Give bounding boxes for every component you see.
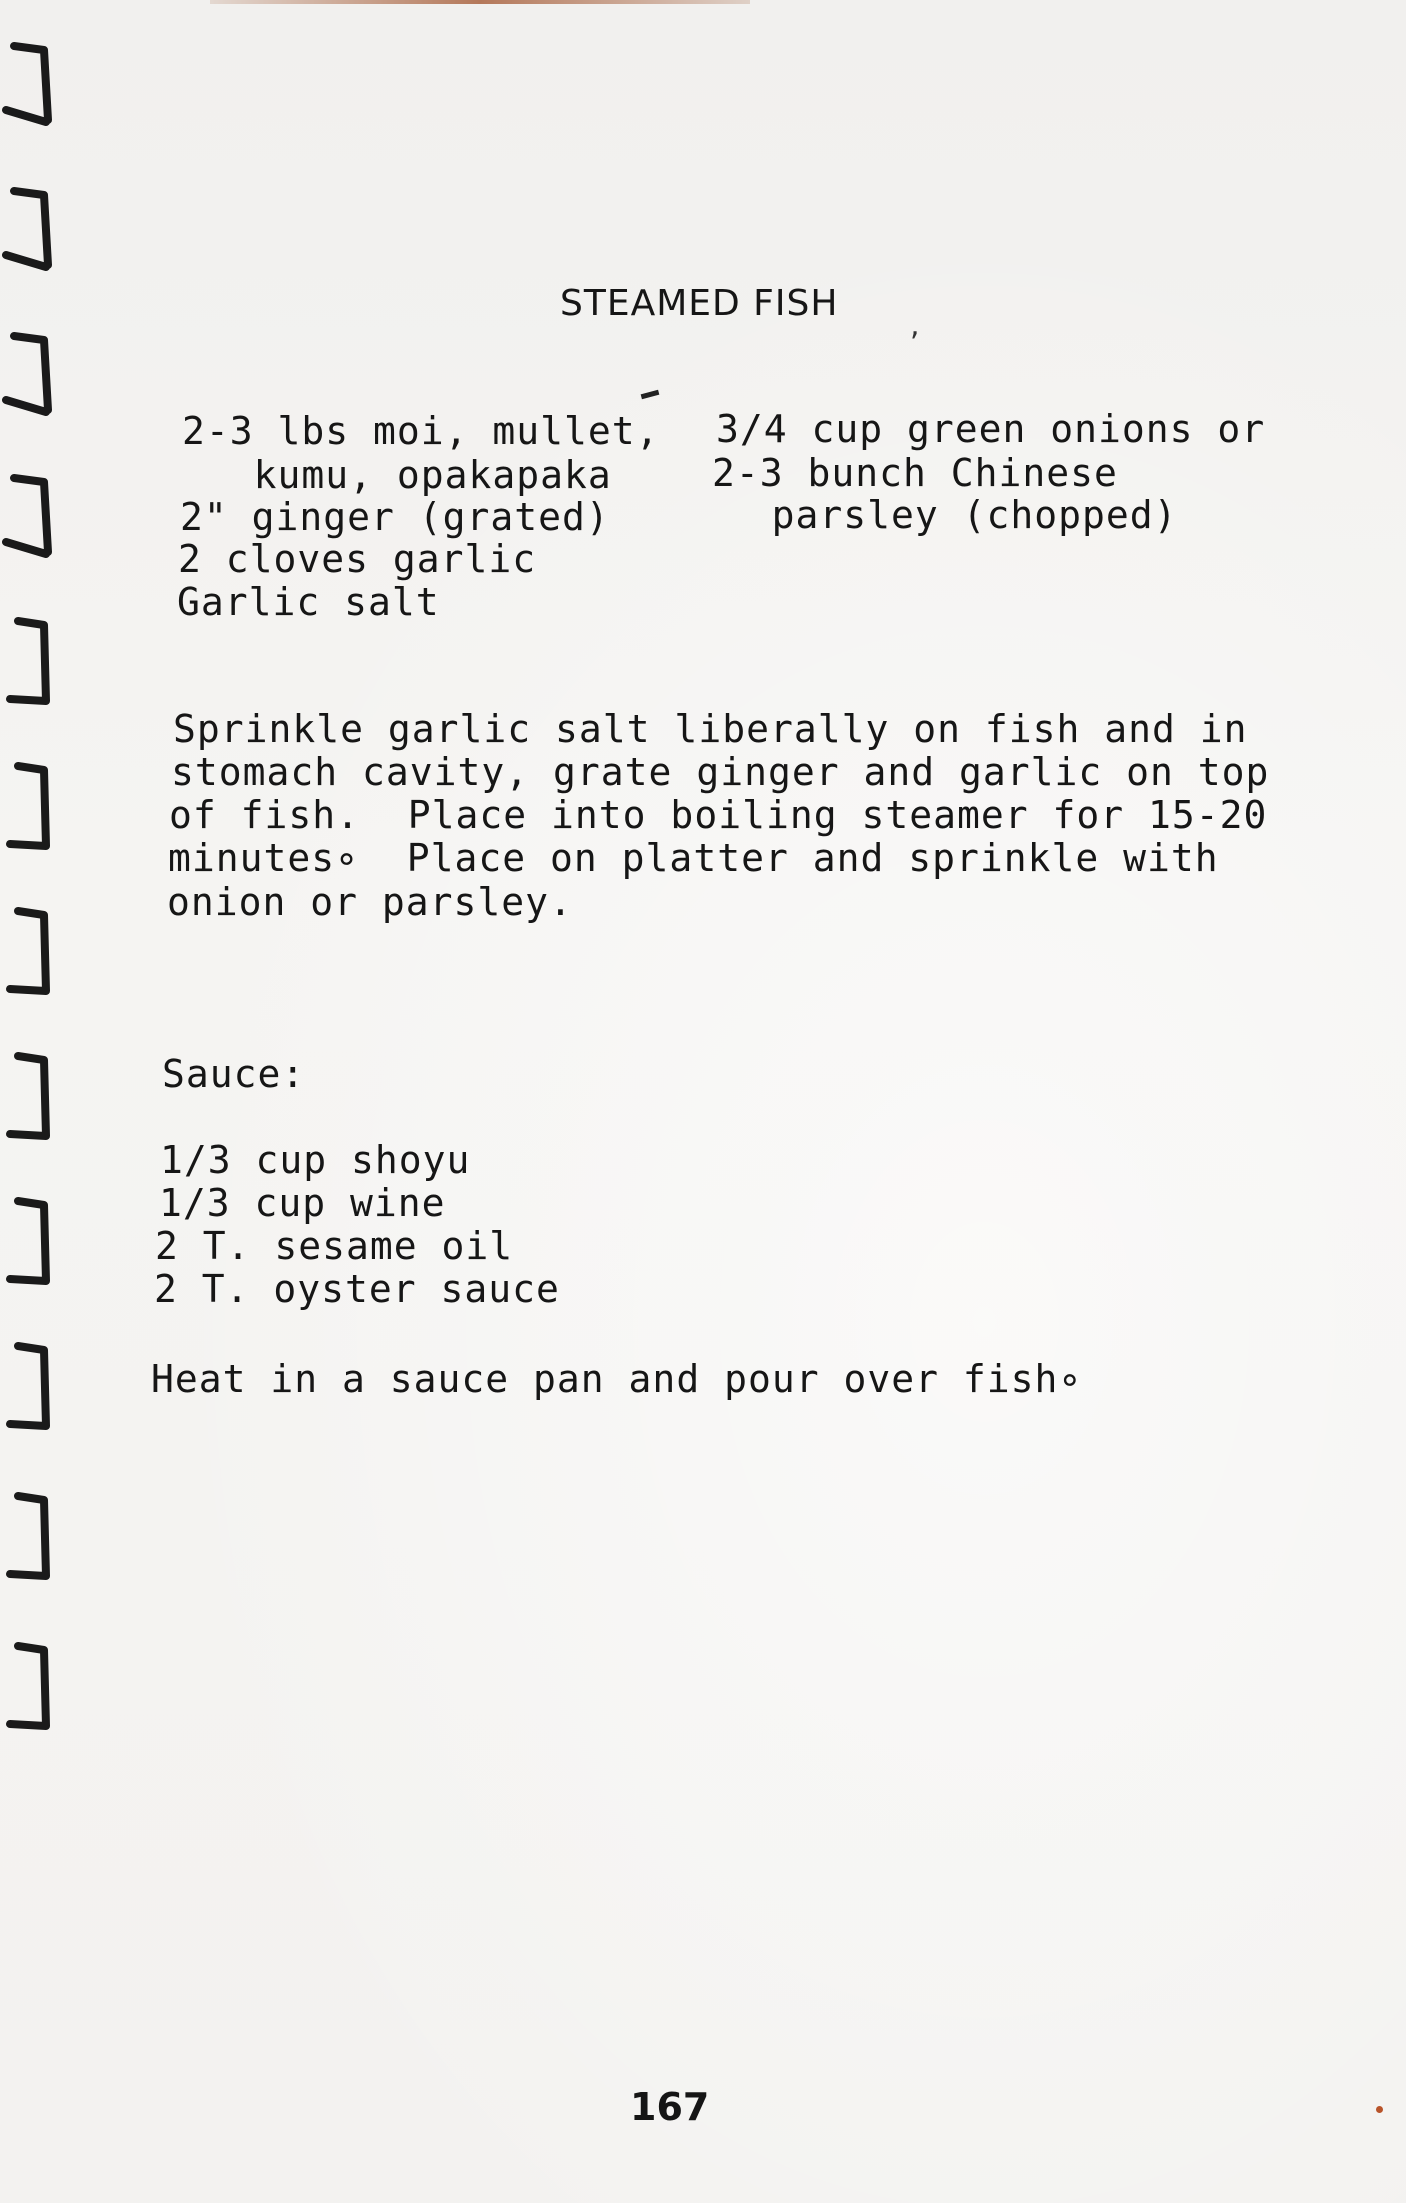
binding-ring — [0, 1490, 56, 1570]
stray-dash-mark — [641, 390, 660, 399]
instruction-line-1: Sprinkle garlic salt liberally on fish and in — [173, 707, 1248, 751]
sauce-item-2: 1/3 cup wine — [159, 1181, 446, 1225]
binding-ring — [0, 185, 56, 265]
page-top-edge — [210, 0, 750, 4]
binding-ring — [0, 760, 56, 840]
ingredient-right-3: parsley (chopped) — [700, 493, 1178, 537]
binding-ring — [0, 1640, 56, 1720]
sauce-item-4: 2 T. oyster sauce — [154, 1267, 560, 1311]
binding-ring — [0, 472, 56, 552]
ingredient-right-2: 2-3 bunch Chinese — [712, 451, 1118, 495]
ingredient-left-3: 2" ginger (grated) — [180, 495, 610, 539]
ingredient-right-1: 3/4 cup green onions or — [716, 407, 1266, 451]
binding-ring — [0, 40, 56, 120]
ingredient-left-2: kumu, opakapaka — [182, 453, 612, 497]
binding-ring — [0, 615, 56, 695]
recipe-title: STEAMED FISH — [560, 283, 839, 324]
spiral-binding — [0, 0, 70, 2203]
instruction-line-2: stomach cavity, grate ginger and garlic on top — [171, 750, 1270, 794]
title-stray-mark: , — [910, 308, 920, 343]
ingredient-left-1: 2-3 lbs moi, mullet, — [182, 409, 660, 453]
instruction-line-4: minutes∘ Place on platter and sprinkle with — [168, 836, 1219, 880]
stray-ink-dot — [1376, 2106, 1383, 2113]
instruction-line-5: onion or parsley. — [167, 880, 573, 924]
binding-ring — [0, 1050, 56, 1130]
binding-ring — [0, 1195, 56, 1275]
sauce-item-1: 1/3 cup shoyu — [160, 1138, 471, 1182]
ingredient-left-5: Garlic salt — [177, 580, 440, 624]
ingredient-left-4: 2 cloves garlic — [178, 537, 537, 581]
binding-ring — [0, 330, 56, 410]
page-number: 167 — [630, 2085, 710, 2129]
binding-ring — [0, 905, 56, 985]
binding-ring — [0, 1340, 56, 1420]
sauce-heading: Sauce: — [162, 1052, 306, 1096]
sauce-instruction: Heat in a sauce pan and pour over fish∘ — [151, 1357, 1083, 1401]
sauce-item-3: 2 T. sesame oil — [155, 1224, 514, 1268]
instruction-line-3: of fish. Place into boiling steamer for 15-20 — [169, 793, 1268, 837]
